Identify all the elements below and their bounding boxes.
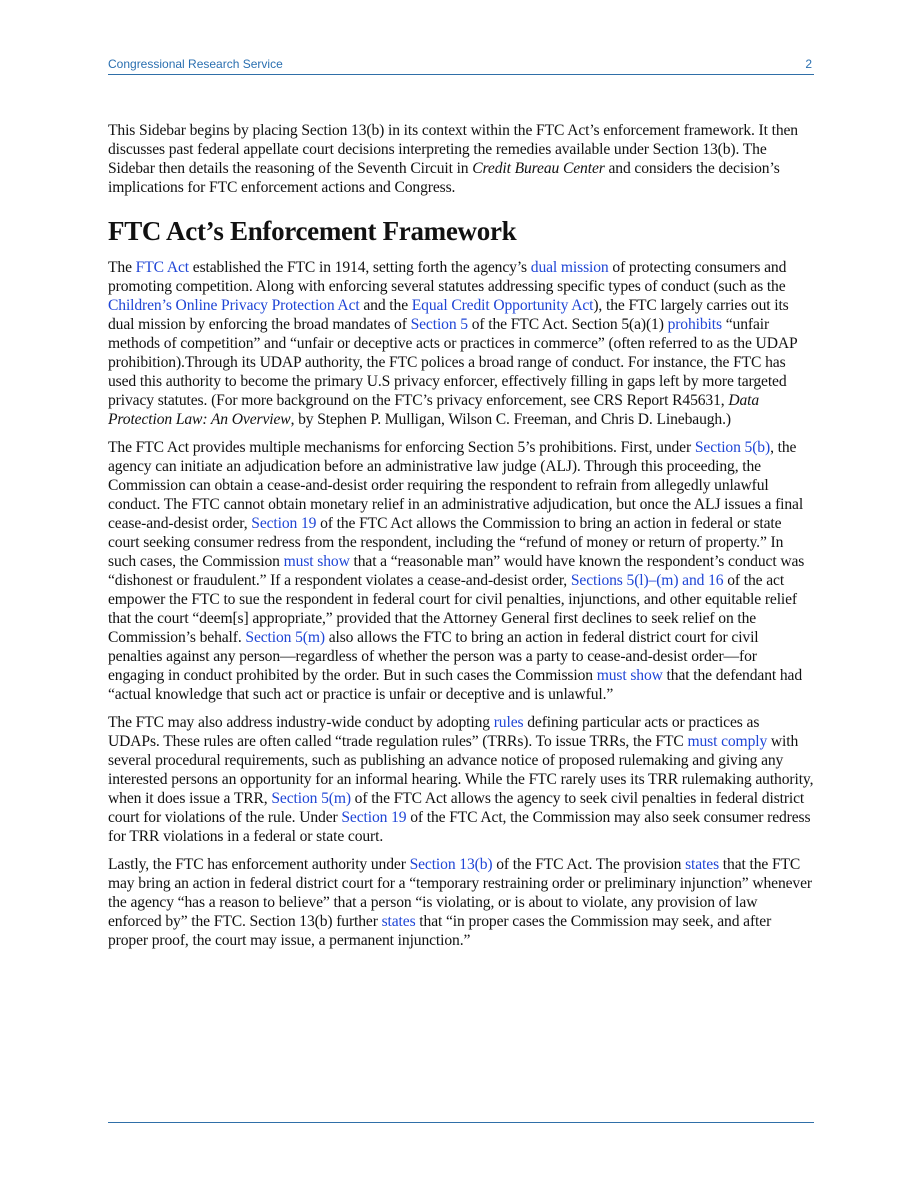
link-states[interactable]: states xyxy=(381,913,416,930)
text-run: of the FTC Act allows the agency to seek civil penalties in federal district court for violations of the rule. Under xyxy=(108,790,805,826)
link-section-5m[interactable]: Section 5(m) xyxy=(271,790,351,807)
link-section-19[interactable]: Section 19 xyxy=(341,809,407,826)
paragraph-enforcement-mechanisms xyxy=(108,438,814,704)
text-run: and considers the decision’s implications for FTC enforcement actions and Congress. xyxy=(108,160,780,196)
text-run: of the act empower the FTC to sue the respondent in federal court for civil penalties, injunctions, and other equitable relief that the court “deem[s] appropriate,” provided that the Attorney General first declines to seek relief on the Commission’s behalf. xyxy=(108,572,798,646)
paragraph-ftc-act xyxy=(108,258,814,429)
link-section-13b[interactable]: Section 13(b) xyxy=(409,856,493,873)
link-rules[interactable]: rules xyxy=(493,714,524,731)
paragraph-trade-regulation-rules xyxy=(108,713,814,846)
text-run: “unfair methods of competition” and “unfair or deceptive acts or practices in commerce” (often referred to as the UDAP prohibition).Through its UDAP authority, the FTC polices a broad range of conduct. For instance, the FTC has used this authority to become the primary U.S privacy enforcer, effectively filling in gaps left by more targeted privacy statutes. (For more background on the FTC’s privacy enforcement, see CRS Report R45631, xyxy=(108,316,797,409)
text-run: that a “reasonable man” would have known the respondent’s conduct was “dishonest or fraudulent.” If a respondent violates a cease-and-desist order, xyxy=(108,553,805,589)
text-run: that “in proper cases the Commission may seek, and after proper proof, the court may issue, a permanent injunction.” xyxy=(108,913,772,949)
text-run: defining particular acts or practices as UDAPs. These rules are often called “trade regulation rules” (TRRs). To issue TRRs, the FTC xyxy=(108,714,760,750)
text-run: ), the FTC largely carries out its dual mission by enforcing the broad mandates of xyxy=(108,297,789,333)
text-run: of the FTC Act allows the Commission to bring an action in federal or state court seeking consumer redress from the respondent, including the “refund of money or return of property.” In such cases, the Commission xyxy=(108,515,784,570)
paragraph-section-13b xyxy=(108,855,814,950)
link-sections-5l-m-16[interactable]: Sections 5(l)–(m) and 16 xyxy=(570,572,724,589)
text-run: Lastly, the FTC has enforcement authority under xyxy=(108,856,410,873)
text-run: The FTC Act provides multiple mechanisms for enforcing Section 5’s prohibitions. First, under xyxy=(108,439,695,456)
page-number: 2 xyxy=(805,57,812,71)
link-ftc-act[interactable]: FTC Act xyxy=(135,259,189,276)
section-heading: FTC Act’s Enforcement Framework xyxy=(108,216,517,246)
text-run: with several procedural requirements, such as publishing an advance notice of proposed rulemaking and giving any interested persons an opportunity for an informal hearing. While the FTC rarely uses its TRR rulemaking authority, when it does issue a TRR, xyxy=(108,733,814,807)
report-title: Data Protection Law: An Overview xyxy=(108,392,760,428)
text-run: that the defendant had “actual knowledge that such act or practice is unfair or deceptive and is unlawful.” xyxy=(108,667,803,703)
link-section-5[interactable]: Section 5 xyxy=(410,316,468,333)
text-run: of the FTC Act. The provision xyxy=(492,856,686,873)
link-must-comply[interactable]: must comply xyxy=(687,733,768,750)
text-run: The xyxy=(108,259,136,276)
text-run: This Sidebar begins by placing Section 13(b) in its context within the FTC Act’s enforcement framework. It then discusses past federal appellate court decisions interpreting the remedies available under Section 13(b). The Sidebar then details the reasoning of the Seventh Circuit in xyxy=(108,122,798,177)
footer-divider xyxy=(108,1122,814,1123)
text-run: The FTC may also address industry-wide conduct by adopting xyxy=(108,714,494,731)
header-publisher: Congressional Research Service xyxy=(108,57,283,71)
case-name: Credit Bureau Center xyxy=(472,160,605,177)
link-prohibits[interactable]: prohibits xyxy=(667,316,722,333)
text-run: and the xyxy=(359,297,412,314)
link-section-5m[interactable]: Section 5(m) xyxy=(245,629,325,646)
text-run: of the FTC Act. Section 5(a)(1) xyxy=(467,316,668,333)
text-run: , the agency can initiate an adjudication before an administrative law judge (ALJ). Through this proceeding, the Commission can obtain a cease-and-desist order requiring the respondent to refrain from allegedly unlawful conduct. The FTC cannot obtain monetary relief in an administrative adjudication, but once the ALJ issues a final cease-and-desist order, xyxy=(108,439,804,532)
text-run: , by Stephen P. Mulligan, Wilson C. Freeman, and Chris D. Linebaugh.) xyxy=(290,411,731,428)
text-run: of the FTC Act, the Commission may also seek consumer redress for TRR violations in a federal or state court. xyxy=(108,809,811,845)
text-run: that the FTC may bring an action in federal district court for a “temporary restraining order or preliminary injunction” whenever the agency “has a reason to believe” that a person “is violating, or is about to violate, any provision of law enforced by” the FTC. Section 13(b) further xyxy=(108,856,812,930)
link-states[interactable]: states xyxy=(685,856,720,873)
link-ecoa[interactable]: Equal Credit Opportunity Act xyxy=(411,297,594,314)
text-run: of protecting consumers and promoting competition. Along with enforcing several statutes addressing specific types of conduct (such as the xyxy=(108,259,787,295)
link-section-5b[interactable]: Section 5(b) xyxy=(694,439,771,456)
text-run: also allows the FTC to bring an action in federal district court for civil penalties against any person—regardless of whether the person was a party to cease-and-desist order—for engaging in conduct prohibited by the order. But in such cases the Commission xyxy=(108,629,759,684)
text-run: established the FTC in 1914, setting forth the agency’s xyxy=(188,259,531,276)
document-body xyxy=(108,121,814,959)
link-must-show[interactable]: must show xyxy=(596,667,663,684)
link-coppa[interactable]: Children’s Online Privacy Protection Act xyxy=(108,297,360,314)
intro-paragraph xyxy=(108,121,814,197)
link-must-show[interactable]: must show xyxy=(283,553,350,570)
link-section-19[interactable]: Section 19 xyxy=(251,515,317,532)
page-header xyxy=(108,56,814,75)
link-dual-mission[interactable]: dual mission xyxy=(530,259,609,276)
